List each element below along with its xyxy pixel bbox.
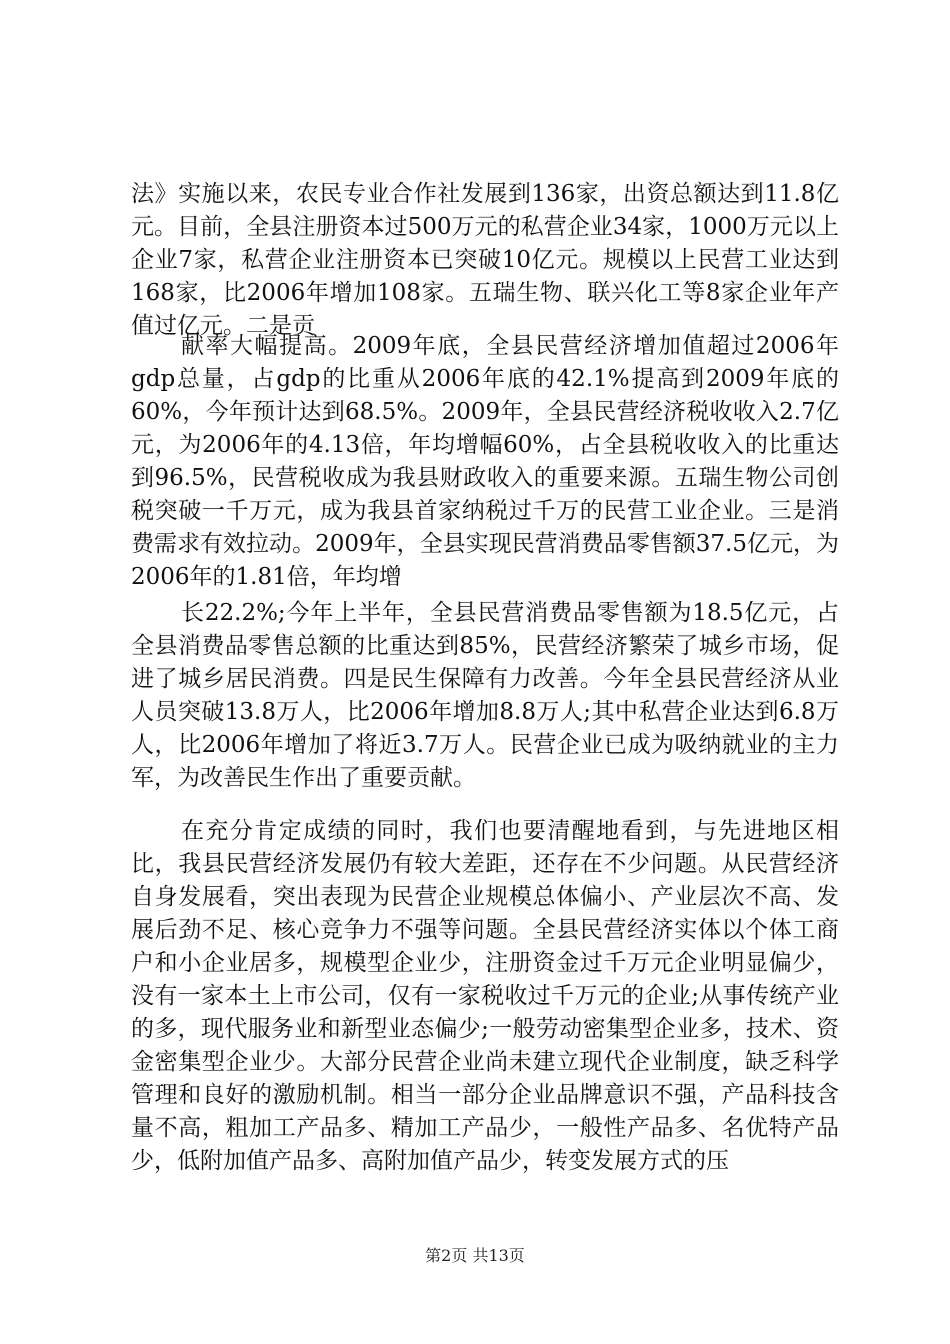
page-number-label: 第2页 共13页 [425, 1246, 525, 1265]
page-footer [0, 1246, 950, 1266]
paragraph-2: 献率大幅提高。2009年底，全县民营经济增加值超过2006年gdp总量，占gdp的比重从2006年底的42.1%提高到2009年底的60%，今年预计达到68.5%。2009年，全县民营经济税收收入2.7亿元，为2006年的4.13倍，年均增幅60%，占全县税收收入的比重达到96.5%，民营税收成为我县财政收入的重要来源。五瑞生物公司创税突破一千万元，成为我县首家纳税过千万的民营工业企业。三是消费需求有效拉动。2009年，全县实现民营消费品零售额37.5亿元，为2006年的1.81倍，年均增 [131, 333, 839, 590]
paragraph-1: 法》实施以来，农民专业合作社发展到136家，出资总额达到11.8亿元。目前，全县注册资本过500万元的私营企业34家，1000万元以上企业7家，私营企业注册资本已突破10亿元。规模以上民营工业达到168家，比2006年增加108家。五瑞生物、联兴化工等8家企业年产值过亿元。二是贡 [131, 181, 839, 339]
paragraph-3: 长22.2%;今年上半年，全县民营消费品零售额为18.5亿元，占全县消费品零售总额的比重达到85%，民营经济繁荣了城乡市场，促进了城乡居民消费。四是民生保障有力改善。今年全县民营经济从业人员突破13.8万人，比2006年增加8.8万人;其中私营企业达到6.8万人，比2006年增加了将近3.7万人。民营企业已成为吸纳就业的主力军，为改善民生作出了重要贡献。 [131, 600, 839, 791]
paragraph-4: 在充分肯定成绩的同时，我们也要清醒地看到，与先进地区相比，我县民营经济发展仍有较大差距，还存在不少问题。从民营经济自身发展看，突出表现为民营企业规模总体偏小、产业层次不高、发展后劲不足、核心竞争力不强等问题。全县民营经济实体以个体工商户和小企业居多，规模型企业少，注册资金过千万元企业明显偏少，没有一家本土上市公司，仅有一家税收过千万元的企业;从事传统产业的多，现代服务业和新型业态偏少;一般劳动密集型企业多，技术、资金密集型企业少。大部分民营企业尚未建立现代企业制度，缺乏科学管理和良好的激励机制。相当一部分企业品牌意识不强，产品科技含量不高，粗加工产品多、精加工产品少，一般性产品多、名优特产品少，低附加值产品多、高附加值产品少，转变发展方式的压 [131, 818, 839, 1174]
